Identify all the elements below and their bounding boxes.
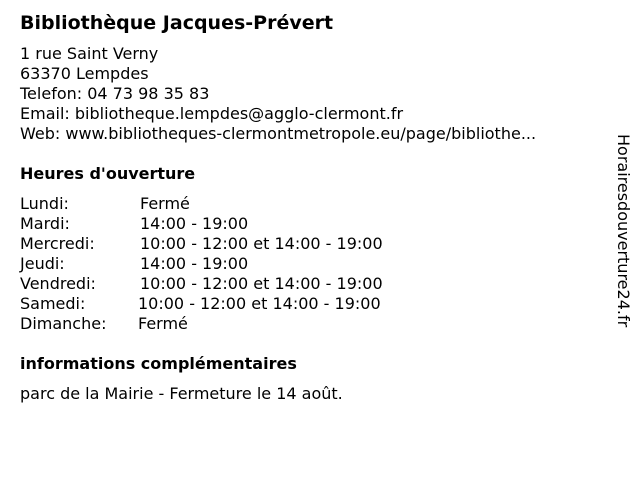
day-label: Jeudi: <box>20 254 65 273</box>
day-label: Dimanche: <box>20 314 107 333</box>
web-text: Web: www.bibliotheques-clermontmetropole.eu/page/bibliothe... <box>20 124 537 143</box>
additional-info-text: parc de la Mairie - Fermeture le 14 août. <box>20 384 343 403</box>
phone-text: Telefon: 04 73 98 35 83 <box>20 84 210 103</box>
day-label: Samedi: <box>20 294 86 313</box>
site-watermark: Horairesdouverture24.fr <box>614 134 633 328</box>
contact-block <box>20 44 536 144</box>
page-title: Bibliothèque Jacques-Prévert <box>20 12 334 34</box>
day-label: Vendredi: <box>20 274 96 293</box>
address-line-1: 1 rue Saint Verny <box>20 44 159 63</box>
day-hours: Fermé <box>138 314 188 333</box>
email-text: Email: bibliotheque.lempdes@agglo-clermont.fr <box>20 104 404 123</box>
day-label: Mardi: <box>20 214 70 233</box>
additional-info-heading: informations complémentaires <box>20 354 297 373</box>
opening-hours-heading: Heures d'ouverture <box>20 164 196 183</box>
day-hours: 10:00 - 12:00 et 14:00 - 19:00 <box>140 234 383 253</box>
day-hours: 10:00 - 12:00 et 14:00 - 19:00 <box>138 294 381 313</box>
day-label: Mercredi: <box>20 234 95 253</box>
day-hours: 14:00 - 19:00 <box>140 254 249 273</box>
day-hours: Fermé <box>140 194 190 213</box>
day-hours: 10:00 - 12:00 et 14:00 - 19:00 <box>140 274 383 293</box>
day-hours: 14:00 - 19:00 <box>140 214 249 233</box>
address-line-2: 63370 Lempdes <box>20 64 149 83</box>
day-label: Lundi: <box>20 194 69 213</box>
